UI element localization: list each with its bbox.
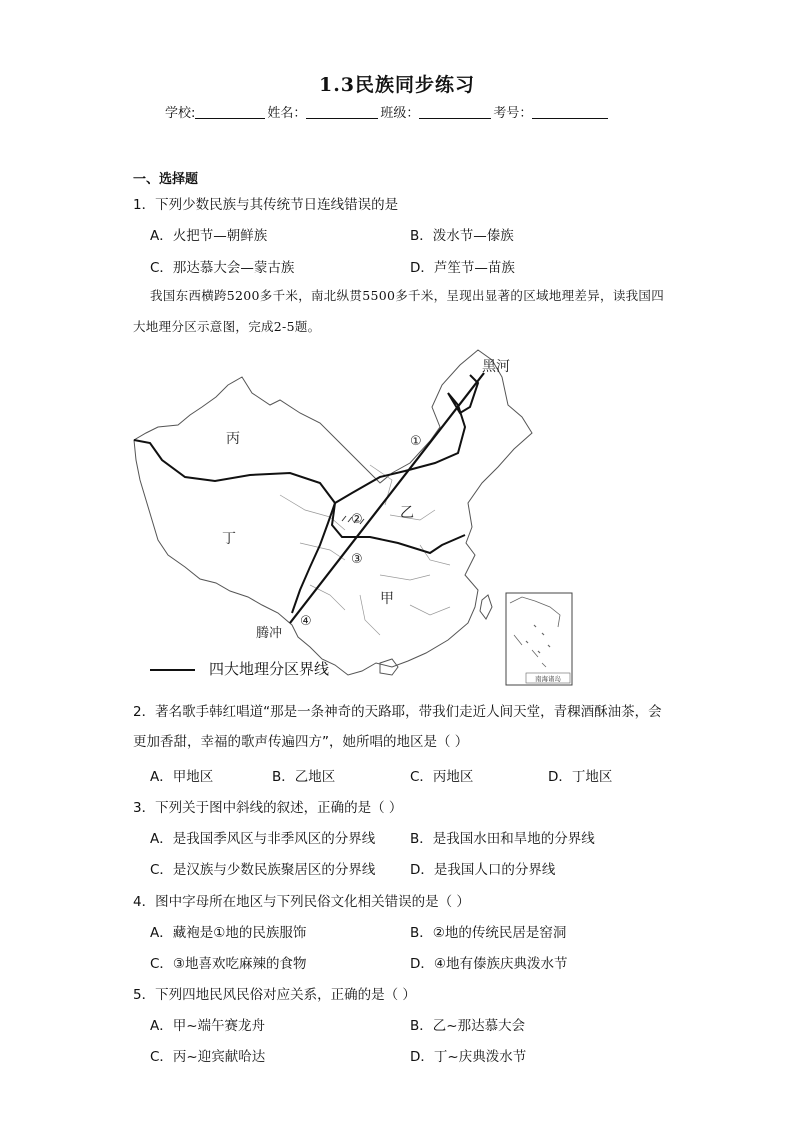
q4-option-a[interactable]: A．藏袍是①地的民族服饰 [150,925,307,941]
label-ding: 丁 [222,531,236,547]
school-label: 学校: [165,106,196,121]
province-lines [280,465,450,635]
question-3-stem: 3．下列关于图中斜线的叙述，正确的是（ ） [133,800,403,816]
q5-option-c[interactable]: C．丙~迎宾献哈达 [150,1049,266,1065]
class-blank[interactable] [419,104,491,119]
marker-3: ③ [351,552,363,567]
south-china-sea-inset [506,593,572,685]
q3-option-a[interactable]: A．是我国季风区与非季风区的分界线 [150,831,376,847]
china-regions-map [130,345,580,690]
region-boundary-north [134,375,478,503]
q3-option-d[interactable]: D．是我国人口的分界线 [410,862,556,878]
map-legend [150,658,329,679]
name-blank[interactable] [306,104,378,119]
question-1-stem: 1．下列少数民族与其传统节日连线错误的是 [133,197,399,213]
hainan-island [380,659,398,675]
class-label: 班级： [380,106,420,121]
region-boundary-west [292,503,335,613]
q4-option-b[interactable]: B．②地的传统民居是窑洞 [410,925,567,941]
q5-option-d[interactable]: D．丁~庆典泼水节 [410,1049,527,1065]
inset-label: 南海诸岛 [535,675,561,683]
q3-option-c[interactable]: C．是汉族与少数民族聚居区的分界线 [150,862,376,878]
q2-option-c[interactable]: C．丙地区 [410,769,474,785]
exam-no-label: 考号： [493,106,533,121]
q2-option-b[interactable]: B．乙地区 [272,769,336,785]
legend-line-icon [150,669,195,671]
section-heading: 一、选择题 [133,172,199,187]
taiwan-island [480,595,492,619]
q1-option-a[interactable]: A．火把节—朝鲜族 [150,228,268,244]
q3-option-b[interactable]: B．是我国水田和旱地的分界线 [410,831,595,847]
q2-option-d[interactable]: D．丁地区 [548,769,613,785]
q1-option-c[interactable]: C．那达慕大会—蒙古族 [150,260,295,276]
label-yi: 乙 [400,505,414,521]
label-heihe: 黑河 [482,359,510,375]
q1-option-d[interactable]: D．芦笙节—苗族 [410,260,515,276]
marker-4: ④ [300,614,312,629]
q1-option-b[interactable]: B．泼水节—傣族 [410,228,514,244]
name-label: 姓名： [267,106,307,121]
label-jia: 甲 [380,591,394,607]
exam-no-blank[interactable] [532,104,608,119]
reading-intro: 我国东西横跨5200多千米，南北纵贯5500多千米，呈现出显著的区域地理差异，读我国四大地理分区示意图，完成2-5题。 [133,288,665,334]
label-tengchong: 腾冲 [256,626,283,641]
legend-text: 四大地理分区界线 [209,660,330,678]
heihe-tengchong-line [290,373,484,623]
question-5-stem: 5．下列四地民风民俗对应关系，正确的是（ ） [133,987,416,1003]
q5-option-a[interactable]: A．甲~端午赛龙舟 [150,1018,266,1034]
marker-1: ① [410,434,422,449]
q2-option-a[interactable]: A．甲地区 [150,769,214,785]
school-blank[interactable] [195,104,265,119]
region-boundary-south [332,503,465,553]
student-info-row [165,102,610,121]
q4-option-d[interactable]: D．④地有傣族庆典泼水节 [410,956,568,972]
question-2-stem: 2．著名歌手韩红唱道“那是一条神奇的天路耶，带我们走近人间天堂，青稞酒酥油茶，会更加香甜，幸福的歌声传遍四方”，她所唱的地区是（ ） [133,704,662,750]
page-title: 1.3民族同步练习 [318,74,476,96]
marker-2: ② [351,512,363,527]
label-bing: 丙 [226,431,240,447]
question-4-stem: 4．图中字母所在地区与下列民俗文化相关错误的是（ ） [133,894,470,910]
q4-option-c[interactable]: C．③地喜欢吃麻辣的食物 [150,956,307,972]
q5-option-b[interactable]: B．乙~那达慕大会 [410,1018,526,1034]
